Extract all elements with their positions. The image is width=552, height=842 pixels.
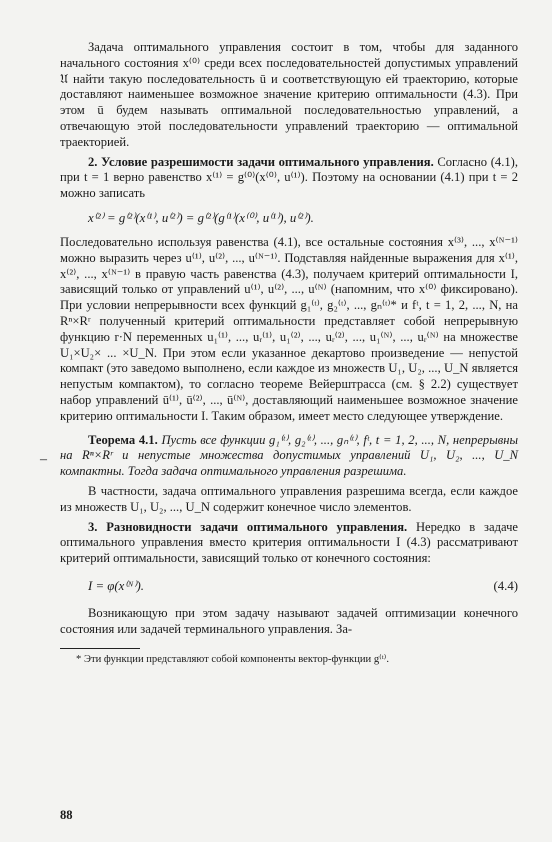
page-number: 88 [60, 808, 73, 822]
theorem-label: Теорема 4.1. [88, 432, 158, 447]
paragraph-problem-statement: Задача оптимального управления состоит в том, чтобы для заданного начального состояния x⁽⁰⁾ среди всех последовательностей допустимых управлений 𝔘 найти такую последовательность ū и соответствующую ей траекторию, которые доставляют наименьшее возможное значение критерию оптимальности (4.3). При этом ū будем называть оптимальной последовательностью управлений, а отвечающую этой последовательности управлений траекторию — оптимальной траекторией. [60, 40, 518, 149]
footnote-divider [60, 648, 140, 649]
formula-x2: x⁽²⁾ = g⁽²⁾(x⁽¹⁾, u⁽²⁾) = g⁽²⁾(g⁽¹⁾(x⁽⁰⁾, u⁽¹⁾), u⁽²⁾). [88, 210, 314, 225]
margin-dash-mark: – [40, 452, 47, 467]
paragraph-section-2 [60, 155, 518, 202]
section-3-heading: 3. Разновидности задачи оптимального управления. [88, 519, 408, 534]
section-2-heading: 2. Условие разрешимости задачи оптимального управления. [88, 154, 434, 169]
theorem-4-1 [60, 433, 518, 480]
formula-terminal: I = φ(x⁽ᴺ⁾). [88, 578, 144, 593]
paragraph-finite-sets: В частности, задача оптимального управления разрешима всегда, если каждое из множеств U₁, U₂, ..., U_N содержит конечное число элементов. [60, 483, 518, 514]
paragraph-terminal-control: Возникающую при этом задачу называют задачей оптимизации конечного состояния или задачей терминального управления. За- [60, 605, 518, 636]
section-2-text: Согласно (4.1), при t = 1 верно равенство x⁽¹⁾ = g⁽⁰⁾(x⁽⁰⁾, u⁽¹⁾). Поэтому на основании (4.1) при t = 2 можно записать [60, 154, 518, 201]
equation-number: (4.4) [493, 578, 518, 593]
formula-terminal-criterion [88, 579, 518, 594]
paragraph-criterion-continuity: Последовательно используя равенства (4.1), все остальные состояния x⁽³⁾, ..., x⁽ᴺ⁻¹⁾ можно выразить через u⁽¹⁾, u⁽²⁾, ..., u⁽ᴺ⁻¹⁾. Подставляя найденные выражения для x⁽¹⁾, x⁽²⁾, ..., x⁽ᴺ⁻¹⁾ в правую часть равенства (4.3), получаем критерий оптимальности I, зависящий только от управлений u⁽¹⁾, u⁽²⁾, ..., u⁽ᴺ⁾ (напомним, что x⁽⁰⁾ фиксировано). При условии непрерывности всех функций g₁⁽ᵗ⁾, g₂⁽ᵗ⁾, ..., gₙ⁽ᵗ⁾* и fᵗ, t = 1, 2, ..., N, на Rⁿ×Rʳ полученный критерий оптимальности представляет собой непрерывную функцию r·N переменных u₁⁽¹⁾, ..., uᵣ⁽¹⁾, u₁⁽²⁾, ..., uᵣ⁽²⁾, ..., u₁⁽ᴺ⁾, ..., uᵣ⁽ᴺ⁾ на множестве U₁×U₂× ... ×U_N. При этом если указанное декартово произведение — непустой компакт (это заведомо выполнено, если каждое из множеств U₁, U₂, ..., U_N является непустым компактом), то согласно теореме Вейерштрасса (см. § 2.2) существует набор управлений ū⁽¹⁾, ū⁽²⁾, ..., ū⁽ᴺ⁾, доставляющий наименьшее возможное значение критерию оптимальности I. Таким образом, имеет место следующее утверждение. [60, 234, 518, 423]
section-3-text: Нередко в задаче оптимального управления вместо критерия оптимальности I (4.3) рассматривают критерий оптимальности, зависящий только от конечного состояния: [60, 519, 518, 566]
paragraph-section-3 [60, 520, 518, 567]
footnote: * Эти функции представляют собой компоненты вектор-функции g⁽ᵗ⁾. [76, 653, 390, 665]
theorem-text: Пусть все функции g₁⁽ᵗ⁾, g₂⁽ᵗ⁾, ..., gₙ⁽ᵗ⁾, fᵗ, t = 1, 2, ..., N, непрерывны на Rⁿ×Rʳ и непустые множества допустимых управлений U₁, U₂, ..., U_N компактны. Тогда задача оптимального управления разрешима. [60, 432, 518, 479]
